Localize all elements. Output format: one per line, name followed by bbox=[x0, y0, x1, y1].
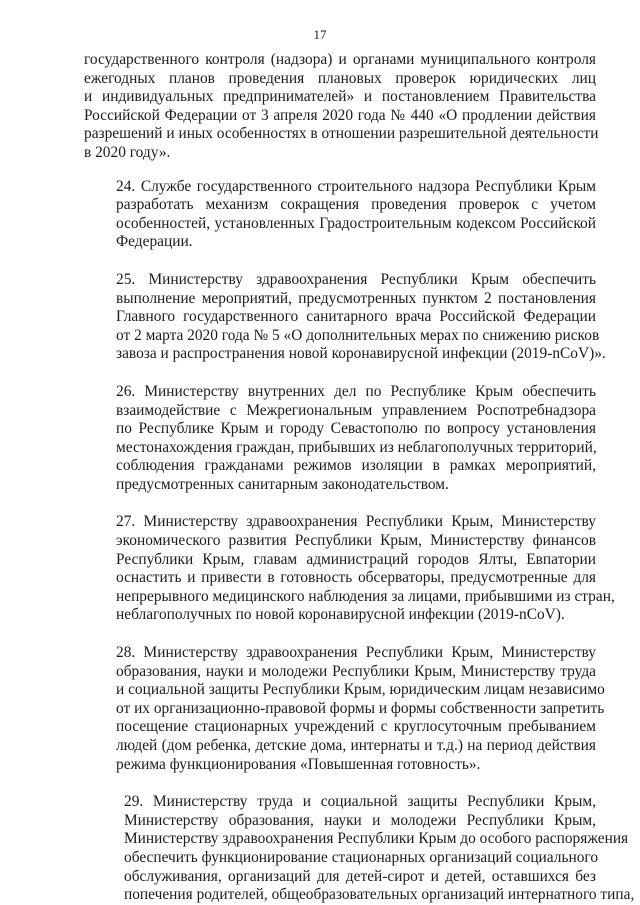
text-line: разработать механизм сокращения проведения проверок с учетом bbox=[116, 196, 596, 214]
text-line: 25. Министерству здравоохранения Республики Крым обеспечить bbox=[116, 270, 596, 288]
text-line: местонахождения граждан, прибывших из неблагополучных территорий, bbox=[116, 438, 597, 456]
text-line: завоза и распространения новой коронавирусной инфекции (2019-nCoV)». bbox=[116, 345, 606, 363]
text-line: Министерству здравоохранения Республики Крым до особого распоряжения bbox=[124, 830, 629, 848]
paragraph-item-27 bbox=[84, 513, 615, 625]
text-line: от 2 марта 2020 года № 5 «О дополнительных мерах по снижению рисков bbox=[116, 326, 600, 344]
text-line: экономического развития Республики Крым, Министерству финансов bbox=[116, 532, 596, 550]
text-line: 24. Службе государственного строительного надзора Республики Крым bbox=[116, 177, 596, 195]
text-line: Федерации. bbox=[116, 233, 193, 251]
text-line: Республики Крым, главам администраций городов Ялты, Евпатории bbox=[116, 550, 596, 568]
text-line: предусмотренных санитарным законодательством. bbox=[116, 475, 449, 493]
text-line: 29. Министерству труда и социальной защиты Республики Крым, bbox=[124, 793, 596, 811]
text-line: обеспечить функционирование стационарных организаций социального bbox=[124, 848, 599, 866]
text-line: 28. Министерству здравоохранения Республики Крым, Министерству bbox=[116, 644, 596, 662]
page-number: 17 bbox=[313, 27, 327, 42]
text-line: Российской Федерации от 3 апреля 2020 года № 440 «О продлении действия bbox=[84, 106, 596, 124]
text-line: особенностей, установленных Градостроительным кодексом Российской bbox=[116, 214, 596, 232]
text-line: в 2020 году». bbox=[84, 143, 171, 161]
text-line: оснастить и привести в готовность обсерваторы, предусмотренные для bbox=[116, 569, 596, 587]
paragraph-item-29 bbox=[84, 793, 635, 905]
text-line: непрерывного медицинского наблюдения за лицами, прибывшими из стран, bbox=[116, 587, 615, 605]
text-line: неблагополучных по новой коронавирусной инфекции (2019-nCoV). bbox=[116, 606, 565, 624]
text-line: попечения родителей, общеобразовательных организаций интернатного типа, bbox=[124, 886, 635, 904]
text-line: и социальной защиты Республики Крым, юридическим лицам независимо bbox=[116, 681, 605, 699]
text-line: посещение стационарных учреждений с круглосуточным пребыванием bbox=[116, 718, 596, 736]
text-line: ежегодных планов проведения плановых проверок юридических лиц bbox=[84, 69, 596, 87]
paragraph-continuation bbox=[84, 51, 599, 163]
paragraph-item-28 bbox=[84, 644, 605, 774]
text-line: взаимодействие с Межрегиональным управлением Роспотребнадзора bbox=[116, 401, 596, 419]
text-line: Министерству образования, науки и молодежи Республики Крым, bbox=[124, 811, 596, 829]
text-line: обслуживания, организаций для детей-сирот и детей, оставшихся без bbox=[124, 867, 596, 885]
text-line: 26. Министерству внутренних дел по Республике Крым обеспечить bbox=[116, 382, 596, 400]
text-line: выполнение мероприятий, предусмотренных пунктом 2 постановления bbox=[116, 289, 596, 307]
text-line: разрешений и иных особенностях в отношении разрешительной деятельности bbox=[84, 125, 599, 143]
text-line: от их организационно-правовой формы и формы собственности запретить bbox=[116, 699, 605, 717]
paragraph-item-24 bbox=[84, 178, 596, 252]
paragraph-item-26 bbox=[84, 383, 596, 495]
text-line: Главного государственного санитарного врача Российской Федерации bbox=[116, 308, 596, 326]
text-line: по Республике Крым и городу Севастополю по вопросу установления bbox=[116, 420, 596, 438]
text-line: и индивидуальных предпринимателей» и постановлением Правительства bbox=[84, 88, 596, 106]
document-body bbox=[84, 51, 635, 905]
text-line: людей (дом ребенка, детские дома, интернаты и т.д.) на период действия bbox=[116, 737, 596, 754]
text-line: соблюдения гражданами режимов изоляции в рамках мероприятий, bbox=[116, 457, 596, 475]
text-line: образования, науки и молодежи Республики Крым, Министерству труда bbox=[116, 662, 596, 680]
paragraph-item-25 bbox=[84, 270, 606, 364]
text-line: 27. Министерству здравоохранения Республики Крым, Министерству bbox=[116, 513, 596, 531]
text-line: режима функционирования «Повышенная готовность». bbox=[116, 755, 481, 773]
text-line: государственного контроля (надзора) и органами муниципального контроля bbox=[84, 51, 596, 68]
